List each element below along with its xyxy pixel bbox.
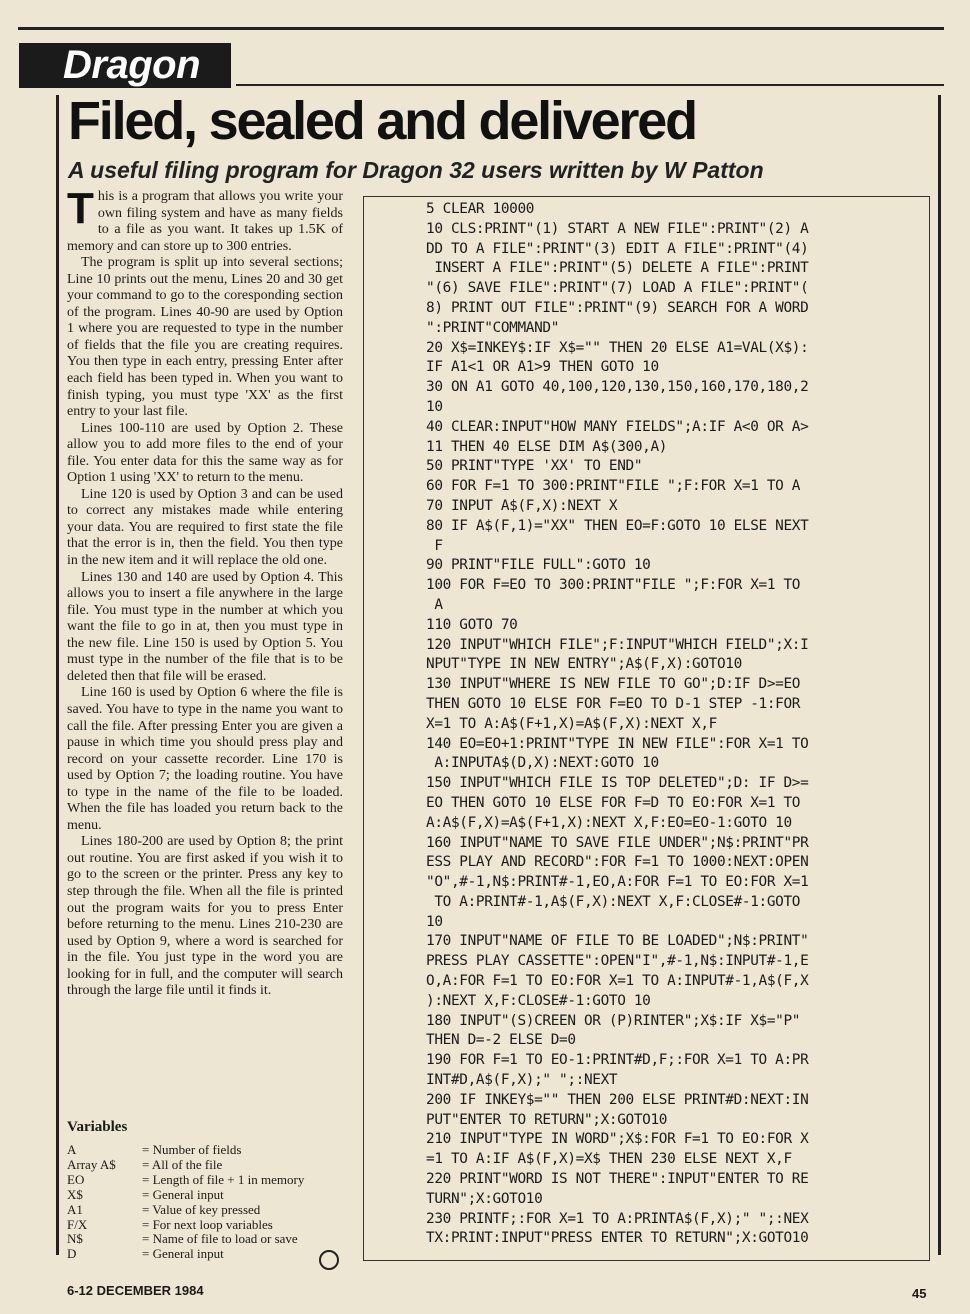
- code-line: THEN D=-2 ELSE D=0: [426, 1032, 576, 1049]
- header-rule: [236, 84, 944, 86]
- code-line: =1 TO A:IF A$(F,X)=X$ THEN 230 ELSE NEXT X,F: [426, 1151, 792, 1168]
- variable-name: A1: [67, 1201, 83, 1217]
- right-border: [938, 95, 941, 1255]
- code-line: 10 CLS:PRINT"(1) START A NEW FILE":PRINT"(2) A: [426, 220, 809, 237]
- code-line: 11 THEN 40 ELSE DIM A$(300,A): [426, 438, 668, 455]
- code-line: 40 CLEAR:INPUT"HOW MANY FIELDS";A:IF A<0 OR A>: [426, 418, 809, 435]
- code-line: 130 INPUT"WHERE IS NEW FILE TO GO";D:IF D>=EO: [426, 676, 801, 693]
- code-line: 150 INPUT"WHICH FILE IS TOP DELETED";D: IF D>=: [426, 775, 809, 792]
- drop-cap: T: [67, 184, 94, 233]
- code-line: ):NEXT X,F:CLOSE#-1:GOTO 10: [426, 992, 651, 1009]
- left-border: [56, 95, 59, 1255]
- code-line: 210 INPUT"TYPE IN WORD";X$:FOR F=1 TO EO:FOR X: [426, 1131, 809, 1148]
- code-line: 160 INPUT"NAME TO SAVE FILE UNDER";N$:PRINT"PR: [426, 834, 809, 851]
- code-line: O,A:FOR F=1 TO EO:FOR X=1 TO A:INPUT#-1,A$(F,X: [426, 973, 809, 990]
- code-line: A:INPUTA$(D,X):NEXT:GOTO 10: [426, 755, 659, 772]
- code-line: EO THEN GOTO 10 ELSE FOR F=D TO EO:FOR X=1 TO: [426, 794, 801, 811]
- code-line: 110 GOTO 70: [426, 616, 518, 633]
- variable-desc: = All of the file: [142, 1156, 223, 1172]
- code-line: 230 PRINTF;:FOR X=1 TO A:PRINTA$(F,X);" ";:NEX: [426, 1210, 809, 1227]
- body-paragraph-7: Lines 180-200 are used by Option 8; the print out routine. You are first asked if you wish it to go to the screen or the printer. Press any key to step through the file. When all the file is printed out the program waits for you to press Enter before returning to the menu. Lines 210-230 are used by Option 9, where a word is searched for in the file. You just type in the word you are looking for in full, and the computer will search through the large file until it finds it.: [67, 834, 343, 999]
- code-line: ":PRINT"COMMAND": [426, 319, 560, 336]
- code-line: 180 INPUT"(S)CREEN OR (P)RINTER";X$:IF X$="P": [426, 1012, 801, 1029]
- code-line: TURN";X:GOTO10: [426, 1190, 543, 1207]
- code-line: IF A1<1 OR A1>9 THEN GOTO 10: [426, 359, 659, 376]
- code-line: NPUT"TYPE IN NEW ENTRY";A$(F,X):GOTO10: [426, 656, 742, 673]
- article-subtitle: [68, 155, 764, 185]
- variable-row: [67, 1173, 347, 1188]
- code-line: 220 PRINT"WORD IS NOT THERE":INPUT"ENTER TO RE: [426, 1171, 809, 1188]
- variable-name: Array A$: [67, 1156, 116, 1172]
- code-line: F: [426, 537, 443, 554]
- top-rule: [18, 27, 944, 30]
- code-line: THEN GOTO 10 ELSE FOR F=EO TO D-1 STEP -1:FOR: [426, 695, 801, 712]
- variable-row: [67, 1203, 347, 1218]
- variable-desc: = General input: [142, 1186, 224, 1202]
- article-body: [67, 184, 343, 1000]
- code-line: DD TO A FILE":PRINT"(3) EDIT A FILE":PRINT"(4): [426, 240, 809, 257]
- code-line: 120 INPUT"WHICH FILE";F:INPUT"WHICH FIELD";X:I: [426, 636, 809, 653]
- code-line: X=1 TO A:A$(F+1,X)=A$(F,X):NEXT X,F: [426, 715, 717, 732]
- body-paragraph-3: Lines 100-110 are used by Option 2. These allow you to add more files to the end of your file. You enter data for this the same way as for Option 1 using 'XX' to return to the menu.: [67, 420, 343, 486]
- end-mark-icon: [319, 1250, 339, 1270]
- code-line: 60 FOR F=1 TO 300:PRINT"FILE ";F:FOR X=1 TO A: [426, 478, 801, 495]
- variable-desc: = Number of fields: [142, 1142, 242, 1157]
- code-line: 50 PRINT"TYPE 'XX' TO END": [426, 458, 643, 475]
- body-paragraph-2: The program is split up into several sections; Line 10 prints out the menu, Lines 20 and 30 get your command to go to the coresponding section of the program. Lines 40-90 are used by Option 1 where you are requested to type in the number of fields that the file you are creating requires. You then type in each entry, pressing Enter after each field has been typed in. When you want to finish typing, you must type 'XX' as the first entry to your last file.: [67, 255, 343, 420]
- body-paragraph-4: Line 120 is used by Option 3 and can be used to correct any mistakes made while entering your data. You are required to first state the file that the error is in, then the field. You then type in the new item and it will replace the old one.: [67, 486, 343, 569]
- code-line: 70 INPUT A$(F,X):NEXT X: [426, 497, 618, 514]
- variable-row: [67, 1143, 347, 1158]
- variables-heading: Variables: [67, 1119, 128, 1135]
- code-listing: [426, 200, 926, 1249]
- variable-row: [67, 1158, 347, 1173]
- code-line: 30 ON A1 GOTO 40,100,120,130,150,160,170,180,2: [426, 379, 809, 396]
- variable-name: D: [67, 1246, 77, 1262]
- code-line: 80 IF A$(F,1)="XX" THEN EO=F:GOTO 10 ELSE NEXT: [426, 517, 809, 534]
- variable-row: [67, 1247, 347, 1262]
- code-line: PRESS PLAY CASSETTE":OPEN"I",#-1,N$:INPUT#-1,E: [426, 953, 809, 970]
- variable-desc: = Length of file + 1 in memory: [142, 1171, 305, 1187]
- code-line: TX:PRINT:INPUT"PRESS ENTER TO RETURN";X:GOTO10: [426, 1230, 809, 1247]
- variables-table: [67, 1143, 347, 1262]
- first-paragraph-text: his is a program that allows you write your own filing system and have as many fields to a file as you want. It takes up 1.5K of memory and can store up to 300 entries.: [67, 189, 343, 254]
- body-paragraph-5: Lines 130 and 140 are used by Option 4. This allows you to insert a file anywhere in the large file. You must type in the number at which you want the file to go in at, then you must type in the new file. Line 150 is used by Option 5. You must type in the number of the file that is to be deleted then that file will be erased.: [67, 569, 343, 684]
- code-line: 20 X$=INKEY$:IF X$="" THEN 20 ELSE A1=VAL(X$):: [426, 339, 809, 356]
- code-line: 140 EO=EO+1:PRINT"TYPE IN NEW FILE":FOR X=1 TO: [426, 735, 809, 752]
- code-line: A:A$(F,X)=A$(F+1,X):NEXT X,F:EO=EO-1:GOTO 10: [426, 814, 792, 831]
- subtitle-text: A useful filing program for Dragon 32 users written by: [68, 157, 664, 183]
- variable-name: N$: [67, 1231, 83, 1247]
- article-title: Filed, sealed and delivered: [68, 91, 696, 151]
- code-line: "O",#-1,N$:PRINT#-1,EO,A:FOR F=1 TO EO:FOR X=1: [426, 874, 809, 891]
- author-name: W Patton: [663, 157, 764, 183]
- code-line: INT#D,A$(F,X);" ";:NEXT: [426, 1072, 618, 1089]
- variable-row: [67, 1218, 347, 1233]
- variable-row: [67, 1188, 347, 1203]
- code-line: 90 PRINT"FILE FULL":GOTO 10: [426, 557, 651, 574]
- page-number: 45: [912, 1286, 927, 1301]
- variable-desc: = Value of key pressed: [142, 1201, 261, 1217]
- code-line: 190 FOR F=1 TO EO-1:PRINT#D,F;:FOR X=1 TO A:PR: [426, 1052, 809, 1069]
- code-line: TO A:PRINT#-1,A$(F,X):NEXT X,F:CLOSE#-1:GOTO: [426, 893, 801, 910]
- body-paragraph-6: Line 160 is used by Option 6 where the file is saved. You have to type in the name you want to call the file. After pressing Enter you are given a pause in which time you should press play and record on your cassette recorder. Line 170 is used by Option 7; the loading routine. You have to type in the name of the file to be loaded. When the file has loaded you return back to the menu.: [67, 685, 343, 833]
- code-line: "(6) SAVE FILE":PRINT"(7) LOAD A FILE":PRINT"(: [426, 280, 809, 297]
- variable-name: EO: [67, 1171, 85, 1187]
- code-line: ESS PLAY AND RECORD":FOR F=1 TO 1000:NEXT:OPEN: [426, 854, 809, 871]
- code-line: 10: [426, 913, 443, 930]
- body-paragraph-1: [67, 184, 343, 255]
- code-line: 10: [426, 398, 443, 415]
- variable-name: A: [67, 1142, 77, 1157]
- code-line: INSERT A FILE":PRINT"(5) DELETE A FILE":PRINT: [426, 260, 809, 277]
- variable-desc: = Name of file to load or save: [142, 1231, 298, 1247]
- code-line: PUT"ENTER TO RETURN";X:GOTO10: [426, 1111, 668, 1128]
- code-line: 8) PRINT OUT FILE":PRINT"(9) SEARCH FOR A WORD: [426, 299, 809, 316]
- variable-name: F/X: [67, 1216, 88, 1232]
- code-line: 200 IF INKEY$="" THEN 200 ELSE PRINT#D:NEXT:IN: [426, 1091, 809, 1108]
- code-line: A: [426, 596, 443, 613]
- code-line: 100 FOR F=EO TO 300:PRINT"FILE ";F:FOR X=1 TO: [426, 577, 801, 594]
- variable-desc: = For next loop variables: [142, 1216, 273, 1232]
- variable-row: [67, 1232, 347, 1247]
- code-line: 170 INPUT"NAME OF FILE TO BE LOADED";N$:PRINT": [426, 933, 809, 950]
- variable-name: X$: [67, 1186, 83, 1202]
- variable-desc: = General input: [142, 1246, 224, 1262]
- section-tag: Dragon: [19, 43, 231, 88]
- code-line: 5 CLEAR 10000: [426, 201, 535, 217]
- issue-date: 6-12 DECEMBER 1984: [67, 1283, 204, 1298]
